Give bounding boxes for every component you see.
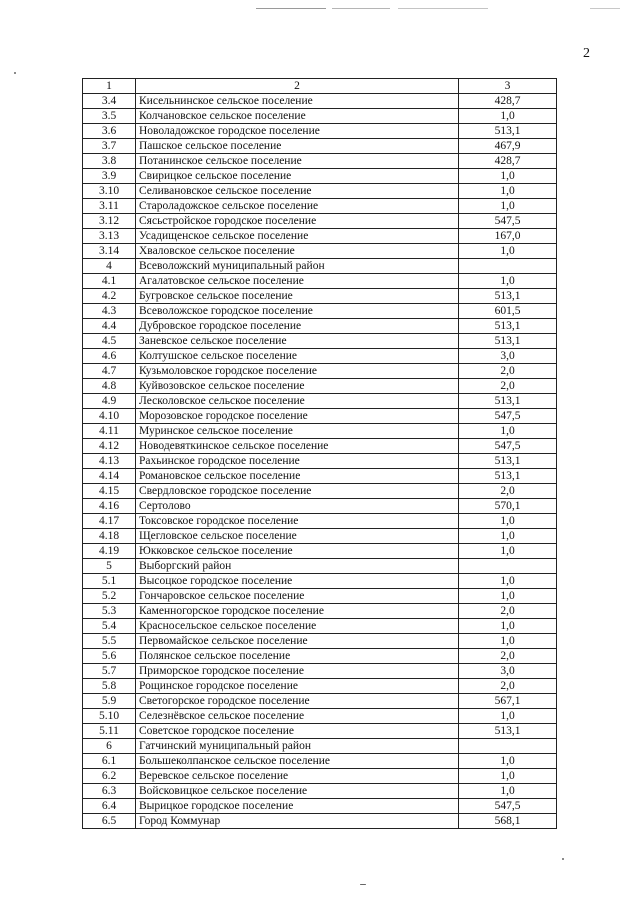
row-number-cell: 3.8 (83, 154, 136, 169)
table-row (83, 499, 557, 514)
value-cell: 513,1 (459, 724, 557, 739)
table-row (83, 664, 557, 679)
value-cell (459, 739, 557, 754)
settlement-name-cell: Усадищенское сельское поселение (136, 229, 459, 244)
value-cell: 3,0 (459, 664, 557, 679)
settlement-name-cell: Кузьмоловское городское поселение (136, 364, 459, 379)
settlement-name-cell: Светогорское городское поселение (136, 694, 459, 709)
table-row (83, 484, 557, 499)
row-number-cell: 4.13 (83, 454, 136, 469)
settlement-name-cell: Селезнёвское сельское поселение (136, 709, 459, 724)
header-cell-value: 3 (459, 79, 557, 94)
value-cell: 2,0 (459, 649, 557, 664)
settlement-name-cell: Полянское сельское поселение (136, 649, 459, 664)
settlement-name-cell: Сясьстройское городское поселение (136, 214, 459, 229)
table-row (83, 214, 557, 229)
table-row (83, 169, 557, 184)
header-cell-number: 1 (83, 79, 136, 94)
table-row (83, 739, 557, 754)
value-cell: 167,0 (459, 229, 557, 244)
scan-artifact-line (256, 8, 326, 9)
value-cell: 1,0 (459, 169, 557, 184)
row-number-cell: 4.2 (83, 289, 136, 304)
value-cell: 428,7 (459, 154, 557, 169)
settlement-name-cell: Дубровское городское поселение (136, 319, 459, 334)
row-number-cell: 4.7 (83, 364, 136, 379)
value-cell: 1,0 (459, 244, 557, 259)
table-row (83, 784, 557, 799)
settlement-name-cell: Всеволожский муниципальный район (136, 259, 459, 274)
settlement-name-cell: Новоладожское городское поселение (136, 124, 459, 139)
row-number-cell: 4.6 (83, 349, 136, 364)
value-cell: 1,0 (459, 784, 557, 799)
row-number-cell: 5.10 (83, 709, 136, 724)
row-number-cell: 6.4 (83, 799, 136, 814)
table-header-row (83, 79, 557, 94)
row-number-cell: 5.6 (83, 649, 136, 664)
row-number-cell: 3.9 (83, 169, 136, 184)
value-cell: 2,0 (459, 379, 557, 394)
table-row (83, 289, 557, 304)
value-cell: 1,0 (459, 574, 557, 589)
row-number-cell: 5.4 (83, 619, 136, 634)
row-number-cell: 4.1 (83, 274, 136, 289)
value-cell: 513,1 (459, 394, 557, 409)
table-row (83, 604, 557, 619)
table-row (83, 439, 557, 454)
value-cell: 428,7 (459, 94, 557, 109)
table-row (83, 319, 557, 334)
settlement-name-cell: Свердловское городское поселение (136, 484, 459, 499)
scan-artifact-line (590, 8, 620, 9)
value-cell: 1,0 (459, 754, 557, 769)
row-number-cell: 4.19 (83, 544, 136, 559)
row-number-cell: 4.18 (83, 529, 136, 544)
settlement-name-cell: Город Коммунар (136, 814, 459, 829)
value-cell: 547,5 (459, 409, 557, 424)
settlement-name-cell: Новодевяткинское сельское поселение (136, 439, 459, 454)
table-row (83, 94, 557, 109)
value-cell: 2,0 (459, 604, 557, 619)
settlement-name-cell: Колтушское сельское поселение (136, 349, 459, 364)
settlement-name-cell: Лесколовское сельское поселение (136, 394, 459, 409)
settlement-name-cell: Приморское городское поселение (136, 664, 459, 679)
value-cell: 1,0 (459, 634, 557, 649)
allocation-table (82, 78, 557, 829)
value-cell: 1,0 (459, 619, 557, 634)
table-row (83, 649, 557, 664)
value-cell: 513,1 (459, 469, 557, 484)
row-number-cell: 3.12 (83, 214, 136, 229)
table-row (83, 469, 557, 484)
table-row (83, 409, 557, 424)
settlement-name-cell: Агалатовское сельское поселение (136, 274, 459, 289)
value-cell: 2,0 (459, 364, 557, 379)
value-cell: 567,1 (459, 694, 557, 709)
settlement-name-cell: Пашское сельское поселение (136, 139, 459, 154)
value-cell: 513,1 (459, 319, 557, 334)
row-number-cell: 4.12 (83, 439, 136, 454)
value-cell: 3,0 (459, 349, 557, 364)
value-cell: 513,1 (459, 334, 557, 349)
row-number-cell: 3.14 (83, 244, 136, 259)
row-number-cell: 3.7 (83, 139, 136, 154)
settlement-name-cell: Муринское сельское поселение (136, 424, 459, 439)
row-number-cell: 4.4 (83, 319, 136, 334)
settlement-name-cell: Щегловское сельское поселение (136, 529, 459, 544)
table-row (83, 634, 557, 649)
settlement-name-cell: Токсовское городское поселение (136, 514, 459, 529)
settlement-name-cell: Большеколпанское сельское поселение (136, 754, 459, 769)
value-cell: 1,0 (459, 529, 557, 544)
value-cell: 547,5 (459, 214, 557, 229)
settlement-name-cell: Гончаровское сельское поселение (136, 589, 459, 604)
value-cell: 1,0 (459, 514, 557, 529)
settlement-name-cell: Красносельское сельское поселение (136, 619, 459, 634)
value-cell: 467,9 (459, 139, 557, 154)
row-number-cell: 6.3 (83, 784, 136, 799)
table-row (83, 109, 557, 124)
page-number: 2 (583, 46, 590, 61)
table-row (83, 199, 557, 214)
table-row (83, 514, 557, 529)
row-number-cell: 3.10 (83, 184, 136, 199)
row-number-cell: 4.8 (83, 379, 136, 394)
table-row (83, 364, 557, 379)
table-row (83, 334, 557, 349)
table-row (83, 244, 557, 259)
value-cell: 1,0 (459, 769, 557, 784)
row-number-cell: 4.11 (83, 424, 136, 439)
table-row (83, 694, 557, 709)
value-cell: 547,5 (459, 799, 557, 814)
row-number-cell: 6.2 (83, 769, 136, 784)
header-cell-name: 2 (136, 79, 459, 94)
table-row (83, 574, 557, 589)
value-cell: 1,0 (459, 544, 557, 559)
value-cell: 1,0 (459, 199, 557, 214)
settlement-name-cell: Селивановское сельское поселение (136, 184, 459, 199)
settlement-name-cell: Бугровское сельское поселение (136, 289, 459, 304)
row-number-cell: 4.14 (83, 469, 136, 484)
row-number-cell: 4.15 (83, 484, 136, 499)
value-cell: 2,0 (459, 484, 557, 499)
row-number-cell: 4.3 (83, 304, 136, 319)
settlement-name-cell: Потанинское сельское поселение (136, 154, 459, 169)
scan-artifact-line (398, 8, 488, 9)
row-number-cell: 5.2 (83, 589, 136, 604)
table-row (83, 304, 557, 319)
table-row (83, 679, 557, 694)
settlement-name-cell: Романовское сельское поселение (136, 469, 459, 484)
settlement-name-cell: Староладожское сельское поселение (136, 199, 459, 214)
row-number-cell: 4.16 (83, 499, 136, 514)
value-cell: 547,5 (459, 439, 557, 454)
settlement-name-cell: Каменногорское городское поселение (136, 604, 459, 619)
scan-speck (360, 884, 366, 885)
table-row (83, 259, 557, 274)
table-row (83, 394, 557, 409)
settlement-name-cell: Колчановское сельское поселение (136, 109, 459, 124)
table-row (83, 379, 557, 394)
scan-speck (14, 72, 16, 74)
table-row (83, 139, 557, 154)
settlement-name-cell: Куйвозовское сельское поселение (136, 379, 459, 394)
table-row (83, 799, 557, 814)
row-number-cell: 3.11 (83, 199, 136, 214)
table-row (83, 274, 557, 289)
value-cell: 570,1 (459, 499, 557, 514)
value-cell: 601,5 (459, 304, 557, 319)
row-number-cell: 6.5 (83, 814, 136, 829)
settlement-name-cell: Морозовское городское поселение (136, 409, 459, 424)
table-row (83, 349, 557, 364)
settlement-name-cell: Первомайское сельское поселение (136, 634, 459, 649)
row-number-cell: 4.10 (83, 409, 136, 424)
table-row (83, 724, 557, 739)
row-number-cell: 5.9 (83, 694, 136, 709)
settlement-name-cell: Выборгский район (136, 559, 459, 574)
table-row (83, 544, 557, 559)
value-cell: 1,0 (459, 274, 557, 289)
settlement-name-cell: Заневское сельское поселение (136, 334, 459, 349)
settlement-name-cell: Войсковицкое сельское поселение (136, 784, 459, 799)
value-cell: 2,0 (459, 679, 557, 694)
value-cell: 1,0 (459, 184, 557, 199)
row-number-cell: 5.5 (83, 634, 136, 649)
table-row (83, 589, 557, 604)
row-number-cell: 6.1 (83, 754, 136, 769)
table-row (83, 529, 557, 544)
settlement-name-cell: Гатчинский муниципальный район (136, 739, 459, 754)
table-row (83, 454, 557, 469)
row-number-cell: 5.8 (83, 679, 136, 694)
row-number-cell: 5 (83, 559, 136, 574)
table-row (83, 154, 557, 169)
table-row (83, 184, 557, 199)
scan-speck (562, 858, 564, 860)
row-number-cell: 3.13 (83, 229, 136, 244)
settlement-name-cell: Свирицкое сельское поселение (136, 169, 459, 184)
row-number-cell: 3.6 (83, 124, 136, 139)
table-row (83, 709, 557, 724)
row-number-cell: 4.5 (83, 334, 136, 349)
settlement-name-cell: Советское городское поселение (136, 724, 459, 739)
value-cell: 1,0 (459, 709, 557, 724)
settlement-name-cell: Рахьинское городское поселение (136, 454, 459, 469)
table-row (83, 424, 557, 439)
value-cell: 568,1 (459, 814, 557, 829)
table-row (83, 559, 557, 574)
row-number-cell: 4.9 (83, 394, 136, 409)
value-cell: 513,1 (459, 454, 557, 469)
value-cell: 1,0 (459, 424, 557, 439)
row-number-cell: 3.5 (83, 109, 136, 124)
table-body (83, 79, 557, 829)
settlement-name-cell: Вырицкое городское поселение (136, 799, 459, 814)
row-number-cell: 5.1 (83, 574, 136, 589)
settlement-name-cell: Веревское сельское поселение (136, 769, 459, 784)
row-number-cell: 5.11 (83, 724, 136, 739)
value-cell: 513,1 (459, 124, 557, 139)
table-row (83, 124, 557, 139)
row-number-cell: 4 (83, 259, 136, 274)
row-number-cell: 5.7 (83, 664, 136, 679)
row-number-cell: 6 (83, 739, 136, 754)
settlement-name-cell: Хваловское сельское поселение (136, 244, 459, 259)
settlement-name-cell: Высоцкое городское поселение (136, 574, 459, 589)
scan-artifact-line (332, 8, 390, 9)
value-cell: 1,0 (459, 589, 557, 604)
table-row (83, 619, 557, 634)
settlement-name-cell: Юкковское сельское поселение (136, 544, 459, 559)
row-number-cell: 4.17 (83, 514, 136, 529)
table-row (83, 229, 557, 244)
row-number-cell: 3.4 (83, 94, 136, 109)
settlement-name-cell: Сертолово (136, 499, 459, 514)
table-row (83, 769, 557, 784)
row-number-cell: 5.3 (83, 604, 136, 619)
value-cell: 513,1 (459, 289, 557, 304)
value-cell: 1,0 (459, 109, 557, 124)
settlement-name-cell: Рощинское городское поселение (136, 679, 459, 694)
table-row (83, 814, 557, 829)
settlement-name-cell: Кисельнинское сельское поселение (136, 94, 459, 109)
value-cell (459, 259, 557, 274)
table-row (83, 754, 557, 769)
value-cell (459, 559, 557, 574)
settlement-name-cell: Всеволожское городское поселение (136, 304, 459, 319)
